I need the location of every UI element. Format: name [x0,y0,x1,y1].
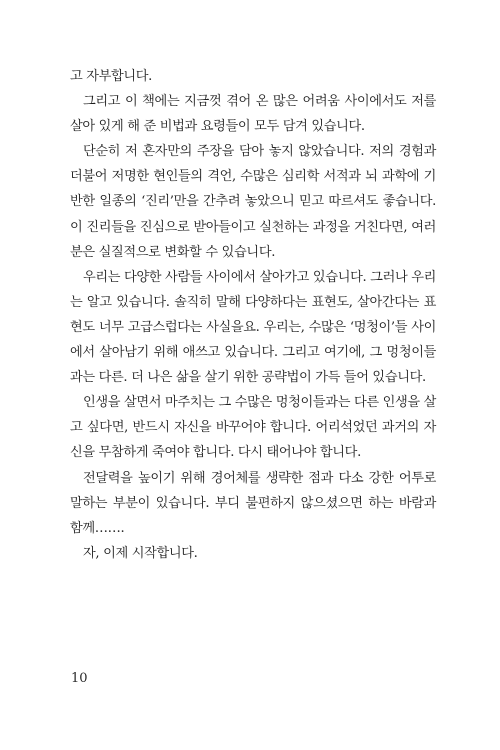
body-text [70,64,436,566]
page-number: 10 [71,671,88,686]
paragraph: 그리고 이 책에는 지금껏 겪어 온 많은 어려움 사이에서도 저를 살아 있게 해 준 비법과 요령들이 모두 담겨 있습니다. [70,94,436,135]
paragraph: 인생을 살면서 마주치는 그 수많은 멍청이들과는 다른 인생을 살고 싶다면, 반드시 자신을 바꾸어야 합니다. 어리석었던 과거의 자신을 무참하게 죽여야 합니다. 다시 태어나야 합니다. [70,395,436,461]
paragraph: 전달력을 높이기 위해 경어체를 생략한 점과 다소 강한 어투로 말하는 부분이 있습니다. 부디 불편하지 않으셨으면 하는 바람과 함께……. [70,470,436,536]
paragraph: 우리는 다양한 사람들 사이에서 살아가고 있습니다. 그러나 우리는 알고 있습니다. 솔직히 말해 다양하다는 표현도, 살아간다는 표현도 너무 고급스럽다는 사실을요. 우리는, 수많은 ‘멍청이’들 사이에서 살아남기 위해 애쓰고 있습니다. 그리고 여기에, 그 멍청이들과는 다른. 더 나은 삶을 살기 위한 공략법이 가득 들어 있습니다. [70,269,436,386]
paragraph: 자, 이제 시작합니다. [83,545,198,561]
paragraph-continuation: 고 자부합니다. [70,69,153,84]
paragraph: 단순히 저 혼자만의 주장을 담아 놓지 않았습니다. 저의 경험과 더불어 저명한 현인들의 격언, 수많은 심리학 서적과 뇌 과학에 기반한 일종의 ‘진리’만을 간추려 놓았으니 믿고 따르셔도 좋습니다. 이 진리들을 진심으로 받아들이고 실천하는 과정을 거친다면, 여러분은 실질적으로 변화할 수 있습니다. [70,144,436,260]
